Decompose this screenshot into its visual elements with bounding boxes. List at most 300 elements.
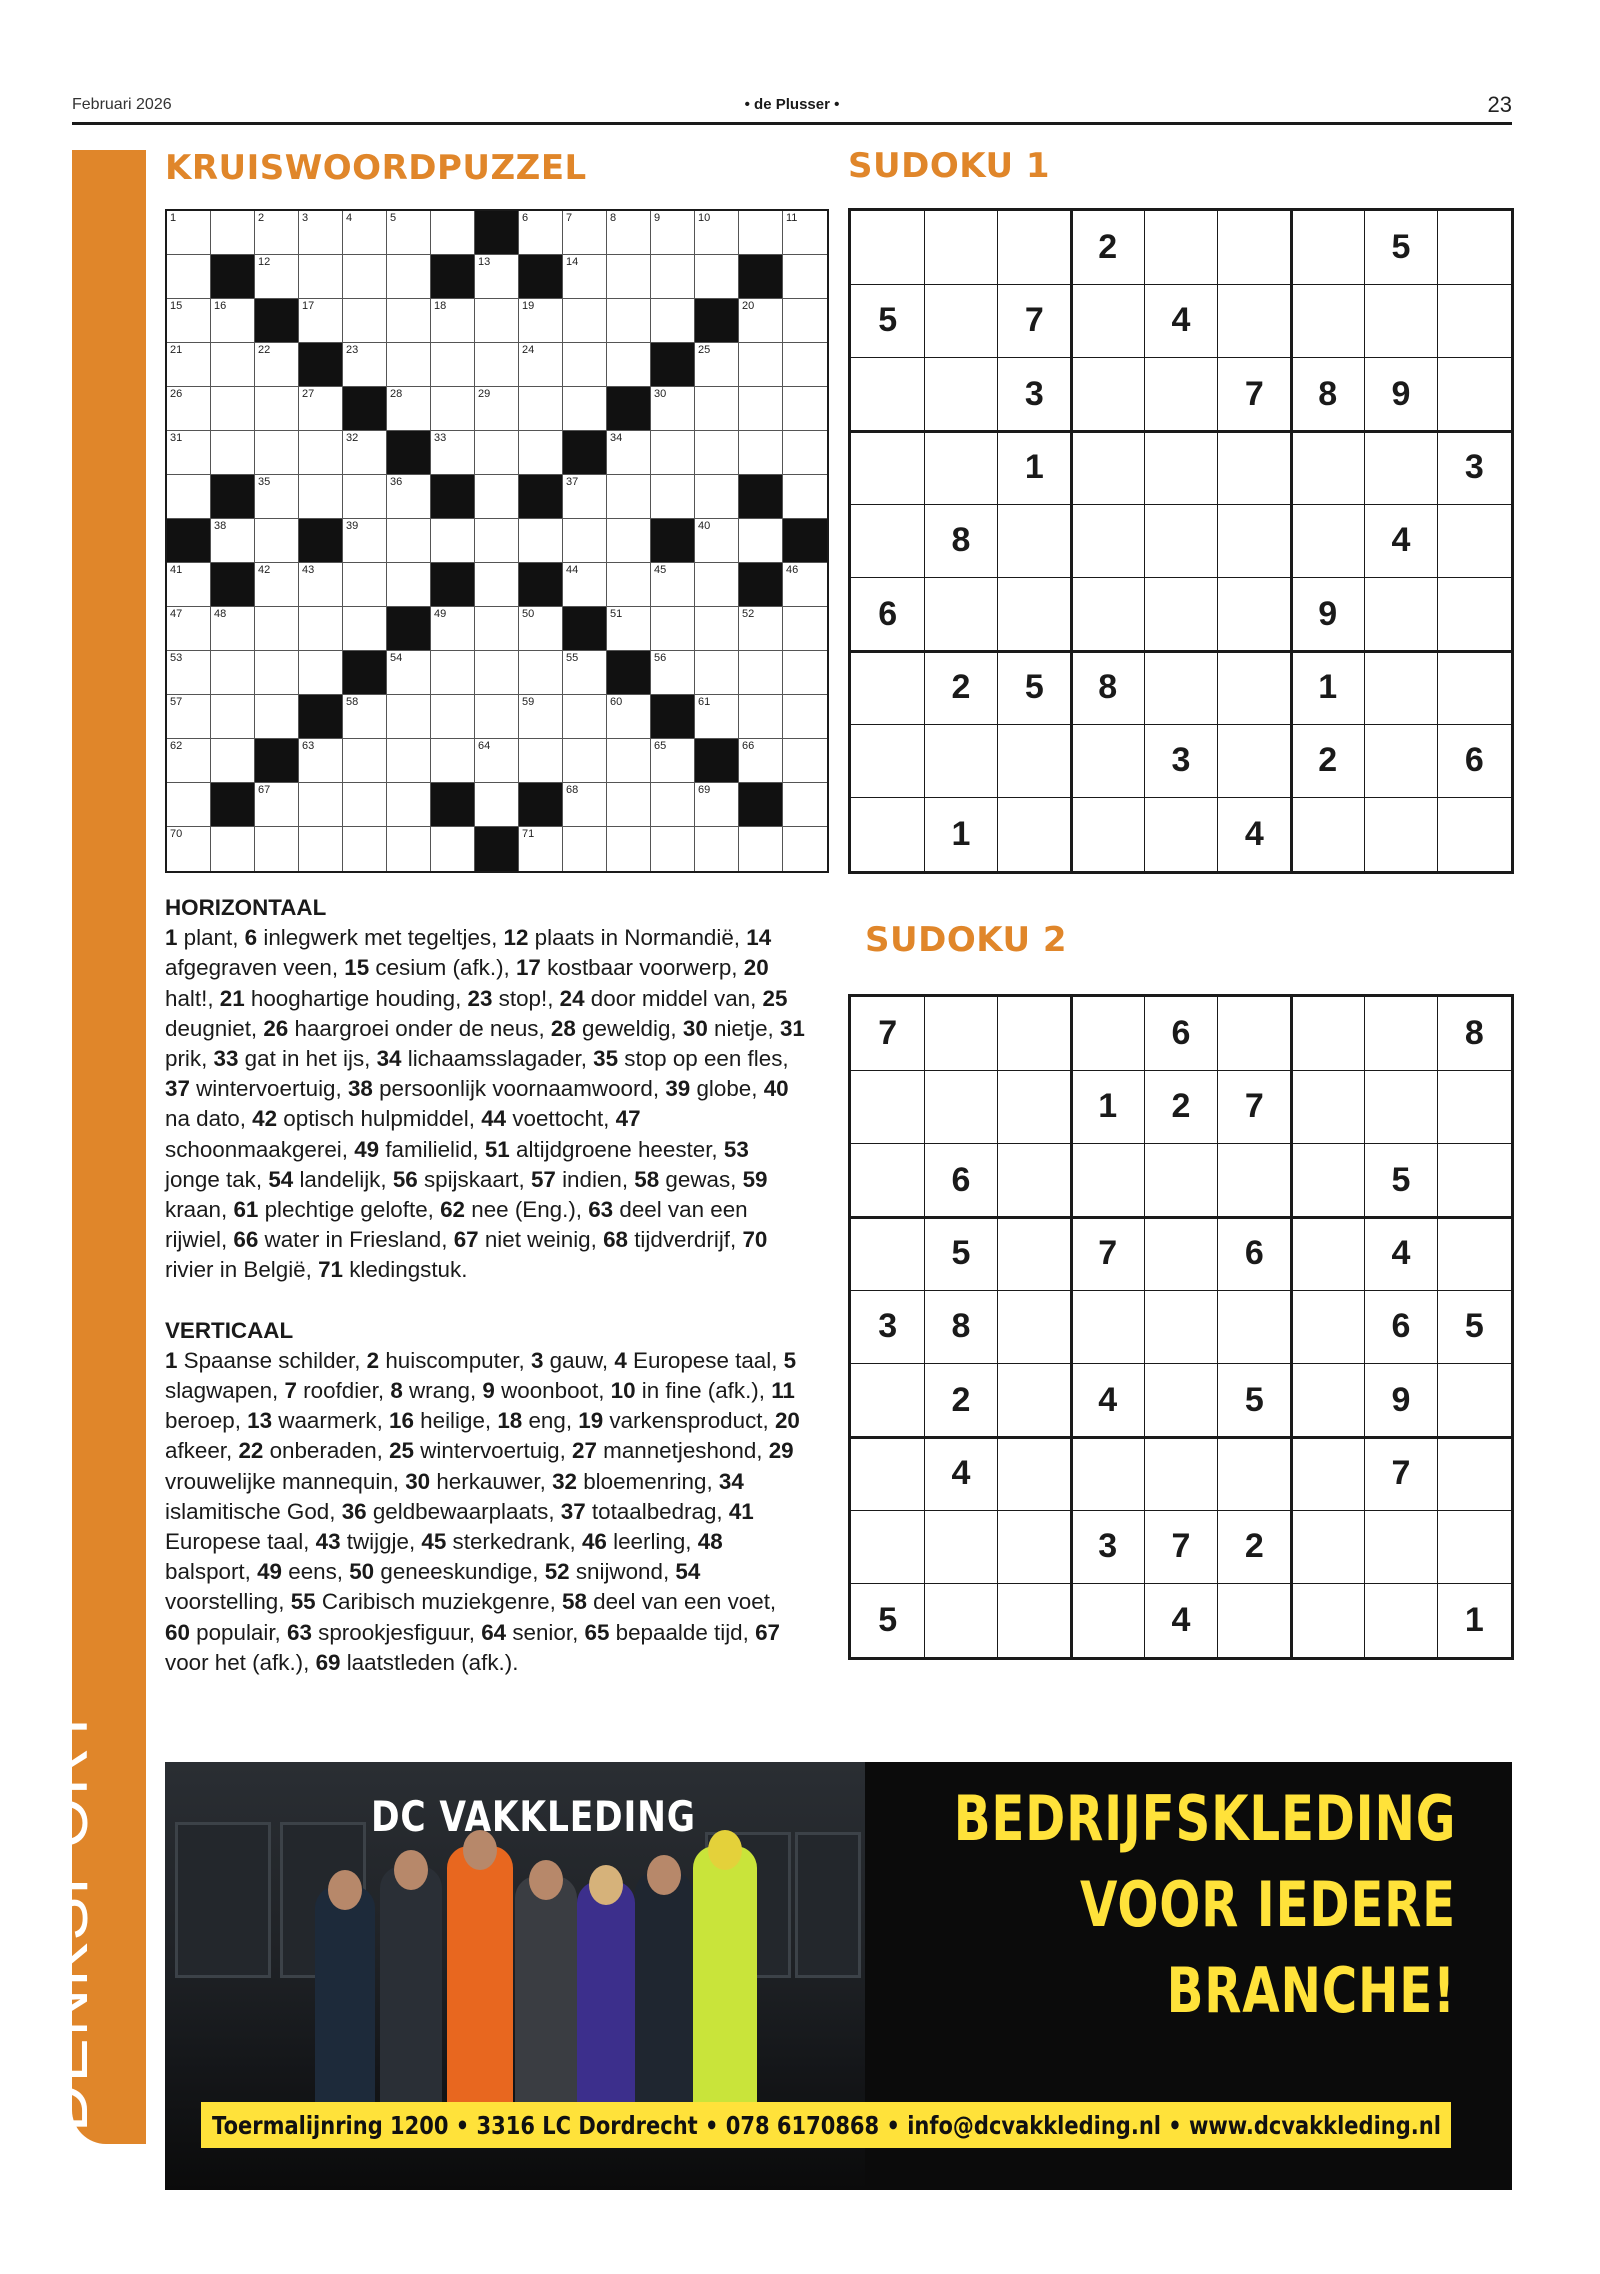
sudoku-empty-cell[interactable]	[1144, 578, 1217, 651]
sudoku-empty-cell[interactable]	[1438, 504, 1511, 577]
crossword-cell[interactable]	[255, 343, 299, 387]
crossword-cell[interactable]	[343, 255, 387, 299]
crossword-cell[interactable]	[739, 827, 783, 871]
crossword-cell[interactable]	[475, 475, 519, 519]
sudoku-empty-cell[interactable]	[1364, 798, 1437, 871]
crossword-cell[interactable]	[387, 299, 431, 343]
crossword-cell[interactable]	[299, 475, 343, 519]
crossword-cell[interactable]	[783, 431, 827, 475]
crossword-cell[interactable]	[343, 343, 387, 387]
sudoku-empty-cell[interactable]	[1071, 578, 1144, 651]
crossword-cell[interactable]	[563, 783, 607, 827]
sudoku-empty-cell[interactable]	[1144, 358, 1217, 431]
crossword-cell[interactable]	[299, 651, 343, 695]
crossword-cell[interactable]	[431, 739, 475, 783]
crossword-cell[interactable]	[475, 651, 519, 695]
sudoku-empty-cell[interactable]	[924, 284, 997, 357]
crossword-cell[interactable]	[255, 783, 299, 827]
sudoku-empty-cell[interactable]	[998, 1144, 1071, 1217]
crossword-cell[interactable]	[519, 343, 563, 387]
crossword-cell[interactable]	[783, 607, 827, 651]
sudoku-empty-cell[interactable]	[1218, 578, 1291, 651]
crossword-cell[interactable]	[343, 739, 387, 783]
crossword-cell[interactable]	[431, 827, 475, 871]
crossword-cell[interactable]	[343, 431, 387, 475]
sudoku-empty-cell[interactable]	[1144, 504, 1217, 577]
crossword-cell[interactable]	[695, 695, 739, 739]
sudoku-empty-cell[interactable]	[1364, 724, 1437, 797]
crossword-cell[interactable]	[783, 739, 827, 783]
crossword-cell[interactable]	[519, 299, 563, 343]
sudoku-empty-cell[interactable]	[1438, 284, 1511, 357]
sudoku-empty-cell[interactable]	[851, 211, 924, 284]
sudoku-empty-cell[interactable]	[1071, 798, 1144, 871]
crossword-cell[interactable]	[387, 211, 431, 255]
crossword-cell[interactable]	[431, 519, 475, 563]
crossword-cell[interactable]	[299, 607, 343, 651]
crossword-cell[interactable]	[563, 211, 607, 255]
crossword-cell[interactable]	[519, 211, 563, 255]
sudoku-empty-cell[interactable]	[1071, 724, 1144, 797]
sudoku-empty-cell[interactable]	[1071, 431, 1144, 504]
crossword-cell[interactable]	[783, 651, 827, 695]
crossword-cell[interactable]	[783, 387, 827, 431]
sudoku-empty-cell[interactable]	[924, 724, 997, 797]
sudoku-empty-cell[interactable]	[1218, 1290, 1291, 1363]
crossword-cell[interactable]	[475, 255, 519, 299]
sudoku-empty-cell[interactable]	[1144, 798, 1217, 871]
crossword-cell[interactable]	[607, 783, 651, 827]
sudoku-empty-cell[interactable]	[1291, 284, 1364, 357]
crossword-cell[interactable]	[739, 739, 783, 783]
crossword-cell[interactable]	[167, 343, 211, 387]
sudoku-empty-cell[interactable]	[998, 504, 1071, 577]
crossword-cell[interactable]	[651, 827, 695, 871]
crossword-cell[interactable]	[519, 607, 563, 651]
crossword-cell[interactable]	[211, 695, 255, 739]
crossword-cell[interactable]	[563, 343, 607, 387]
crossword-cell[interactable]	[475, 607, 519, 651]
sudoku-empty-cell[interactable]	[1364, 431, 1437, 504]
crossword-cell[interactable]	[211, 651, 255, 695]
sudoku-empty-cell[interactable]	[998, 997, 1071, 1070]
sudoku-empty-cell[interactable]	[924, 358, 997, 431]
crossword-cell[interactable]	[695, 431, 739, 475]
crossword-cell[interactable]	[651, 211, 695, 255]
crossword-cell[interactable]	[211, 827, 255, 871]
crossword-cell[interactable]	[431, 343, 475, 387]
crossword-cell[interactable]	[387, 739, 431, 783]
crossword-cell[interactable]	[695, 651, 739, 695]
crossword-cell[interactable]	[563, 563, 607, 607]
crossword-cell[interactable]	[167, 475, 211, 519]
crossword-cell[interactable]	[651, 387, 695, 431]
sudoku-empty-cell[interactable]	[1438, 358, 1511, 431]
crossword-cell[interactable]	[255, 475, 299, 519]
sudoku-empty-cell[interactable]	[924, 431, 997, 504]
crossword-cell[interactable]	[299, 431, 343, 475]
crossword-cell[interactable]	[739, 695, 783, 739]
crossword-cell[interactable]	[167, 387, 211, 431]
crossword-cell[interactable]	[475, 431, 519, 475]
sudoku-empty-cell[interactable]	[1438, 211, 1511, 284]
crossword-cell[interactable]	[431, 387, 475, 431]
crossword-cell[interactable]	[783, 827, 827, 871]
crossword-cell[interactable]	[167, 255, 211, 299]
crossword-cell[interactable]	[255, 255, 299, 299]
sudoku-empty-cell[interactable]	[998, 578, 1071, 651]
sudoku-empty-cell[interactable]	[1144, 1144, 1217, 1217]
crossword-cell[interactable]	[387, 475, 431, 519]
crossword-cell[interactable]	[255, 387, 299, 431]
advertisement[interactable]	[165, 1762, 1512, 2190]
crossword-cell[interactable]	[695, 387, 739, 431]
crossword-cell[interactable]	[519, 431, 563, 475]
sudoku-empty-cell[interactable]	[1438, 1070, 1511, 1143]
crossword-cell[interactable]	[739, 607, 783, 651]
crossword-cell[interactable]	[651, 255, 695, 299]
crossword-cell[interactable]	[299, 827, 343, 871]
sudoku-empty-cell[interactable]	[1218, 1584, 1291, 1657]
sudoku-empty-cell[interactable]	[1364, 1510, 1437, 1583]
crossword-cell[interactable]	[387, 827, 431, 871]
crossword-cell[interactable]	[387, 651, 431, 695]
sudoku-empty-cell[interactable]	[851, 1070, 924, 1143]
sudoku-empty-cell[interactable]	[1291, 431, 1364, 504]
crossword-cell[interactable]	[783, 211, 827, 255]
crossword-cell[interactable]	[255, 607, 299, 651]
crossword-cell[interactable]	[695, 475, 739, 519]
crossword-cell[interactable]	[783, 695, 827, 739]
crossword-cell[interactable]	[739, 299, 783, 343]
crossword-cell[interactable]	[387, 255, 431, 299]
crossword-cell[interactable]	[475, 519, 519, 563]
crossword-cell[interactable]	[343, 519, 387, 563]
crossword-cell[interactable]	[695, 783, 739, 827]
sudoku-empty-cell[interactable]	[1071, 1584, 1144, 1657]
crossword-cell[interactable]	[343, 607, 387, 651]
crossword-cell[interactable]	[299, 387, 343, 431]
crossword-cell[interactable]	[695, 211, 739, 255]
sudoku-empty-cell[interactable]	[851, 724, 924, 797]
crossword-cell[interactable]	[651, 475, 695, 519]
sudoku-empty-cell[interactable]	[1218, 431, 1291, 504]
crossword-cell[interactable]	[255, 431, 299, 475]
crossword-cell[interactable]	[519, 387, 563, 431]
crossword-cell[interactable]	[211, 431, 255, 475]
crossword-cell[interactable]	[167, 827, 211, 871]
crossword-cell[interactable]	[607, 695, 651, 739]
crossword-cell[interactable]	[211, 519, 255, 563]
crossword-cell[interactable]	[739, 651, 783, 695]
sudoku-empty-cell[interactable]	[1364, 651, 1437, 724]
crossword-cell[interactable]	[783, 255, 827, 299]
sudoku-empty-cell[interactable]	[1364, 997, 1437, 1070]
crossword-cell[interactable]	[299, 255, 343, 299]
sudoku-empty-cell[interactable]	[1291, 1364, 1364, 1437]
sudoku-empty-cell[interactable]	[924, 211, 997, 284]
crossword-cell[interactable]	[651, 431, 695, 475]
sudoku-empty-cell[interactable]	[1364, 578, 1437, 651]
sudoku-empty-cell[interactable]	[1071, 358, 1144, 431]
sudoku-empty-cell[interactable]	[1438, 1144, 1511, 1217]
sudoku-empty-cell[interactable]	[851, 431, 924, 504]
sudoku-empty-cell[interactable]	[851, 1144, 924, 1217]
sudoku-empty-cell[interactable]	[998, 211, 1071, 284]
sudoku-empty-cell[interactable]	[998, 1070, 1071, 1143]
sudoku-empty-cell[interactable]	[1071, 997, 1144, 1070]
crossword-cell[interactable]	[431, 211, 475, 255]
sudoku-empty-cell[interactable]	[1218, 997, 1291, 1070]
sudoku1-grid[interactable]	[848, 208, 1514, 874]
crossword-cell[interactable]	[255, 827, 299, 871]
crossword-cell[interactable]	[343, 695, 387, 739]
crossword-cell[interactable]	[211, 343, 255, 387]
sudoku-empty-cell[interactable]	[1144, 1217, 1217, 1290]
sudoku-empty-cell[interactable]	[998, 1217, 1071, 1290]
sudoku-empty-cell[interactable]	[1291, 211, 1364, 284]
sudoku-empty-cell[interactable]	[1144, 1290, 1217, 1363]
sudoku-empty-cell[interactable]	[1071, 1290, 1144, 1363]
crossword-cell[interactable]	[651, 651, 695, 695]
sudoku-empty-cell[interactable]	[1291, 997, 1364, 1070]
crossword-cell[interactable]	[519, 651, 563, 695]
sudoku-empty-cell[interactable]	[851, 1364, 924, 1437]
sudoku-empty-cell[interactable]	[1364, 1070, 1437, 1143]
sudoku-empty-cell[interactable]	[1218, 1144, 1291, 1217]
crossword-cell[interactable]	[387, 343, 431, 387]
crossword-cell[interactable]	[739, 343, 783, 387]
crossword-cell[interactable]	[651, 739, 695, 783]
sudoku-empty-cell[interactable]	[1144, 211, 1217, 284]
crossword-cell[interactable]	[519, 739, 563, 783]
crossword-cell[interactable]	[783, 783, 827, 827]
sudoku-empty-cell[interactable]	[1291, 1584, 1364, 1657]
sudoku-empty-cell[interactable]	[1071, 1144, 1144, 1217]
sudoku-empty-cell[interactable]	[1438, 798, 1511, 871]
crossword-cell[interactable]	[563, 387, 607, 431]
crossword-cell[interactable]	[607, 211, 651, 255]
sudoku-empty-cell[interactable]	[1438, 651, 1511, 724]
crossword-cell[interactable]	[563, 255, 607, 299]
crossword-cell[interactable]	[607, 607, 651, 651]
sudoku-empty-cell[interactable]	[924, 997, 997, 1070]
crossword-cell[interactable]	[783, 475, 827, 519]
sudoku-empty-cell[interactable]	[924, 1510, 997, 1583]
crossword-cell[interactable]	[387, 519, 431, 563]
crossword-cell[interactable]	[431, 651, 475, 695]
sudoku-empty-cell[interactable]	[1218, 1437, 1291, 1510]
crossword-cell[interactable]	[563, 475, 607, 519]
crossword-cell[interactable]	[607, 519, 651, 563]
crossword-cell[interactable]	[211, 739, 255, 783]
crossword-cell[interactable]	[783, 299, 827, 343]
crossword-cell[interactable]	[695, 343, 739, 387]
crossword-cell[interactable]	[563, 651, 607, 695]
sudoku-empty-cell[interactable]	[1218, 211, 1291, 284]
crossword-cell[interactable]	[739, 431, 783, 475]
crossword-cell[interactable]	[211, 607, 255, 651]
ad-contact-bar[interactable]	[201, 2102, 1451, 2148]
crossword-cell[interactable]	[167, 739, 211, 783]
crossword-cell[interactable]	[695, 607, 739, 651]
sudoku-empty-cell[interactable]	[1291, 1144, 1364, 1217]
crossword-cell[interactable]	[167, 211, 211, 255]
crossword-cell[interactable]	[167, 563, 211, 607]
crossword-cell[interactable]	[695, 519, 739, 563]
sudoku-empty-cell[interactable]	[924, 1584, 997, 1657]
crossword-cell[interactable]	[783, 343, 827, 387]
crossword-cell[interactable]	[563, 299, 607, 343]
crossword-cell[interactable]	[167, 695, 211, 739]
crossword-cell[interactable]	[607, 739, 651, 783]
crossword-cell[interactable]	[475, 563, 519, 607]
crossword-cell[interactable]	[651, 563, 695, 607]
crossword-cell[interactable]	[167, 607, 211, 651]
sudoku-empty-cell[interactable]	[1218, 284, 1291, 357]
sudoku-empty-cell[interactable]	[998, 1364, 1071, 1437]
sudoku-empty-cell[interactable]	[1144, 1364, 1217, 1437]
crossword-cell[interactable]	[519, 695, 563, 739]
crossword-cell[interactable]	[607, 343, 651, 387]
crossword-cell[interactable]	[519, 519, 563, 563]
crossword-cell[interactable]	[255, 563, 299, 607]
sudoku-empty-cell[interactable]	[998, 724, 1071, 797]
crossword-cell[interactable]	[343, 211, 387, 255]
sudoku-empty-cell[interactable]	[924, 1070, 997, 1143]
crossword-cell[interactable]	[475, 783, 519, 827]
sudoku-empty-cell[interactable]	[1438, 1217, 1511, 1290]
sudoku-empty-cell[interactable]	[851, 1437, 924, 1510]
sudoku-empty-cell[interactable]	[1438, 1364, 1511, 1437]
crossword-cell[interactable]	[563, 695, 607, 739]
sudoku-empty-cell[interactable]	[1364, 284, 1437, 357]
sudoku-empty-cell[interactable]	[998, 1510, 1071, 1583]
sudoku-empty-cell[interactable]	[851, 504, 924, 577]
crossword-cell[interactable]	[519, 827, 563, 871]
sudoku-empty-cell[interactable]	[1291, 1217, 1364, 1290]
crossword-cell[interactable]	[563, 519, 607, 563]
crossword-cell[interactable]	[607, 475, 651, 519]
crossword-grid[interactable]	[165, 209, 829, 873]
crossword-cell[interactable]	[651, 783, 695, 827]
crossword-cell[interactable]	[211, 211, 255, 255]
crossword-cell[interactable]	[211, 387, 255, 431]
sudoku-empty-cell[interactable]	[1071, 504, 1144, 577]
sudoku-empty-cell[interactable]	[1291, 504, 1364, 577]
sudoku-empty-cell[interactable]	[1144, 1437, 1217, 1510]
crossword-cell[interactable]	[343, 299, 387, 343]
sudoku-empty-cell[interactable]	[1144, 431, 1217, 504]
crossword-cell[interactable]	[299, 211, 343, 255]
crossword-cell[interactable]	[255, 519, 299, 563]
crossword-cell[interactable]	[475, 695, 519, 739]
crossword-cell[interactable]	[299, 739, 343, 783]
crossword-cell[interactable]	[739, 211, 783, 255]
crossword-cell[interactable]	[167, 783, 211, 827]
sudoku-empty-cell[interactable]	[1071, 1437, 1144, 1510]
sudoku-empty-cell[interactable]	[1291, 798, 1364, 871]
crossword-cell[interactable]	[299, 783, 343, 827]
crossword-cell[interactable]	[607, 255, 651, 299]
crossword-cell[interactable]	[343, 827, 387, 871]
crossword-cell[interactable]	[475, 299, 519, 343]
crossword-cell[interactable]	[431, 695, 475, 739]
sudoku-empty-cell[interactable]	[851, 358, 924, 431]
sudoku-empty-cell[interactable]	[998, 1290, 1071, 1363]
crossword-cell[interactable]	[387, 563, 431, 607]
crossword-cell[interactable]	[607, 299, 651, 343]
sudoku-empty-cell[interactable]	[851, 651, 924, 724]
crossword-cell[interactable]	[343, 475, 387, 519]
crossword-cell[interactable]	[343, 783, 387, 827]
crossword-cell[interactable]	[695, 563, 739, 607]
crossword-cell[interactable]	[431, 607, 475, 651]
sudoku-empty-cell[interactable]	[1071, 284, 1144, 357]
crossword-cell[interactable]	[387, 387, 431, 431]
crossword-cell[interactable]	[695, 255, 739, 299]
crossword-cell[interactable]	[563, 739, 607, 783]
crossword-cell[interactable]	[167, 651, 211, 695]
crossword-cell[interactable]	[255, 651, 299, 695]
sudoku-empty-cell[interactable]	[998, 1584, 1071, 1657]
crossword-cell[interactable]	[475, 343, 519, 387]
crossword-cell[interactable]	[431, 299, 475, 343]
crossword-cell[interactable]	[739, 519, 783, 563]
crossword-cell[interactable]	[255, 211, 299, 255]
crossword-cell[interactable]	[651, 607, 695, 651]
crossword-cell[interactable]	[783, 563, 827, 607]
crossword-cell[interactable]	[607, 827, 651, 871]
crossword-cell[interactable]	[387, 695, 431, 739]
sudoku-empty-cell[interactable]	[851, 1217, 924, 1290]
sudoku-empty-cell[interactable]	[924, 578, 997, 651]
sudoku-empty-cell[interactable]	[1438, 1437, 1511, 1510]
sudoku-empty-cell[interactable]	[851, 1510, 924, 1583]
crossword-cell[interactable]	[739, 387, 783, 431]
sudoku-empty-cell[interactable]	[1291, 1510, 1364, 1583]
sudoku-empty-cell[interactable]	[1438, 1510, 1511, 1583]
crossword-cell[interactable]	[299, 299, 343, 343]
crossword-cell[interactable]	[475, 387, 519, 431]
sudoku-empty-cell[interactable]	[1438, 578, 1511, 651]
sudoku-empty-cell[interactable]	[1291, 1070, 1364, 1143]
crossword-cell[interactable]	[299, 563, 343, 607]
sudoku-empty-cell[interactable]	[1218, 651, 1291, 724]
crossword-cell[interactable]	[343, 563, 387, 607]
crossword-cell[interactable]	[607, 563, 651, 607]
sudoku-empty-cell[interactable]	[1218, 724, 1291, 797]
sudoku-empty-cell[interactable]	[998, 798, 1071, 871]
crossword-cell[interactable]	[167, 299, 211, 343]
sudoku-empty-cell[interactable]	[1291, 1290, 1364, 1363]
crossword-cell[interactable]	[167, 431, 211, 475]
sudoku-empty-cell[interactable]	[998, 1437, 1071, 1510]
crossword-cell[interactable]	[695, 827, 739, 871]
sudoku-empty-cell[interactable]	[1218, 504, 1291, 577]
sudoku-empty-cell[interactable]	[1144, 651, 1217, 724]
crossword-cell[interactable]	[651, 299, 695, 343]
crossword-cell[interactable]	[211, 299, 255, 343]
sudoku-empty-cell[interactable]	[1364, 1584, 1437, 1657]
sudoku-empty-cell[interactable]	[1291, 1437, 1364, 1510]
crossword-cell[interactable]	[387, 783, 431, 827]
crossword-cell[interactable]	[255, 695, 299, 739]
sudoku-empty-cell[interactable]	[851, 798, 924, 871]
crossword-cell[interactable]	[563, 827, 607, 871]
crossword-cell[interactable]	[607, 431, 651, 475]
crossword-cell[interactable]	[431, 431, 475, 475]
